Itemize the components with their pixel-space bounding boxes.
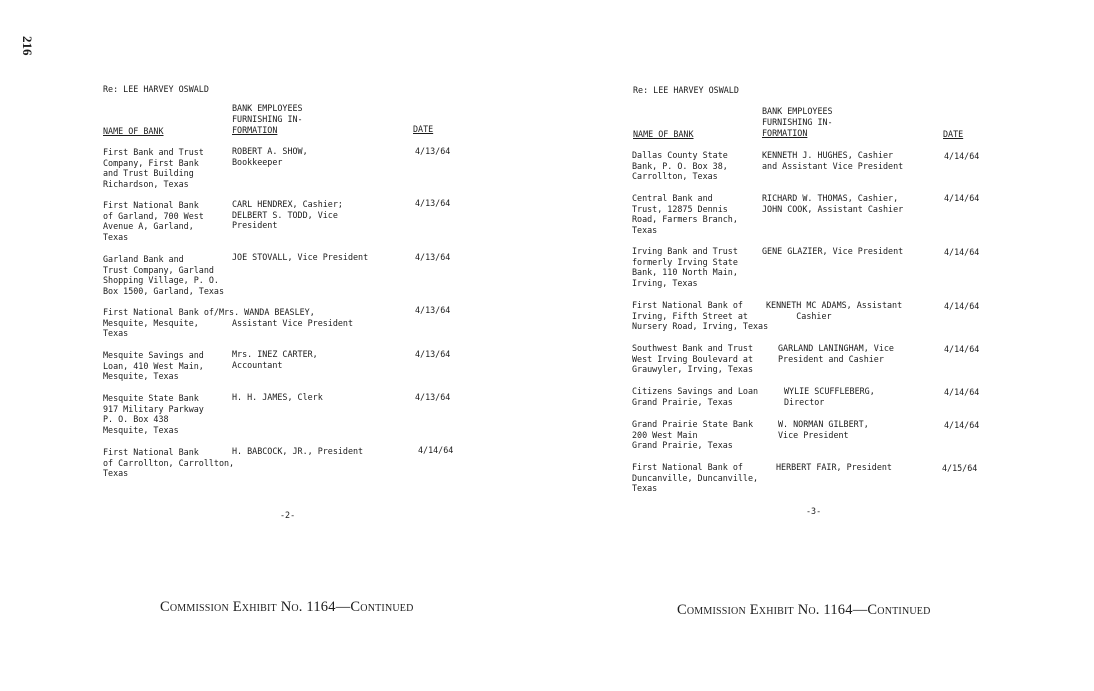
right-row-1-employee: KENNETH J. HUGHES, Cashier and Assistant Vice President — [762, 150, 904, 171]
left-row-6-date: 4/13/64 — [415, 392, 451, 402]
right-row-2-bank: Central Bank and Trust, 12875 Dennis Road, Farmers Branch, Texas — [632, 193, 738, 235]
right-header-employees-1: BANK EMPLOYEES — [762, 106, 833, 116]
right-row-2-employee: RICHARD W. THOMAS, Cashier, JOHN COOK, Assistant Cashier — [762, 193, 904, 214]
left-row-6-employee: H. H. JAMES, Clerk — [232, 392, 323, 402]
scan-page-number: 216 — [20, 36, 35, 56]
right-row-7-date: 4/14/64 — [944, 420, 980, 430]
right-row-8-employee: HERBERT FAIR, President — [776, 462, 892, 472]
right-row-2-date: 4/14/64 — [944, 193, 980, 203]
left-row-6-bank: Mesquite State Bank 917 Military Parkway P. O. Box 438 Mesquite, Texas — [103, 393, 204, 435]
right-re-line: Re: LEE HARVEY OSWALD — [633, 85, 739, 95]
left-row-2-bank: First National Bank of Garland, 700 West Avenue A, Garland, Texas — [103, 200, 204, 242]
right-row-5-employee: GARLAND LANINGHAM, Vice President and Cashier — [778, 343, 894, 364]
left-header-employees-2: FURNISHING IN- — [232, 114, 303, 124]
right-row-7-bank: Grand Prairie State Bank 200 West Main Grand Prairie, Texas — [632, 419, 754, 451]
left-row-3-date: 4/13/64 — [415, 252, 451, 262]
left-row-5-date: 4/13/64 — [415, 349, 451, 359]
left-header-bank: NAME OF BANK — [103, 126, 164, 136]
left-row-3-bank: Garland Bank and Trust Company, Garland Shopping Village, P. O. Box 1500, Garland, Texas — [103, 254, 225, 296]
right-row-1-date: 4/14/64 — [944, 151, 980, 161]
right-row-5-date: 4/14/64 — [944, 344, 980, 354]
right-header-bank: NAME OF BANK — [633, 129, 694, 139]
left-row-7-date: 4/14/64 — [418, 445, 454, 455]
left-header-date: DATE — [413, 124, 434, 134]
right-row-4-date: 4/14/64 — [944, 301, 980, 311]
left-row-3-employee: JOE STOVALL, Vice President — [232, 252, 369, 262]
left-row-4-employee: Assistant Vice President — [232, 317, 354, 328]
right-header-date: DATE — [943, 129, 964, 139]
left-row-4-bank: First National Bank of/Mrs. WANDA BEASLEY, Mesquite, Mesquite, Texas — [103, 307, 315, 339]
left-footer: Commission Exhibit No. 1164—Continued — [160, 599, 414, 615]
right-row-6-date: 4/14/64 — [944, 387, 980, 397]
left-page-number: -2- — [280, 510, 296, 520]
left-row-2-date: 4/13/64 — [415, 198, 451, 208]
left-row-1-bank: First Bank and Trust Company, First Bank and Trust Building Richardson, Texas — [103, 147, 204, 189]
left-row-2-employee: CARL HENDREX, Cashier; DELBERT S. TODD, Vice President — [232, 199, 343, 231]
left-row-4-date: 4/13/64 — [415, 305, 451, 315]
right-page-number: -3- — [806, 506, 822, 516]
right-header-employees-2: FURNISHING IN- — [762, 117, 833, 127]
right-row-3-date: 4/14/64 — [944, 247, 980, 257]
left-header-employees-3: FORMATION — [232, 125, 278, 135]
right-row-7-employee: W. NORMAN GILBERT, Vice President — [778, 419, 869, 440]
left-row-5-bank: Mesquite Savings and Loan, 410 West Main, Mesquite, Texas — [103, 350, 204, 382]
left-re-line: Re: LEE HARVEY OSWALD — [103, 84, 209, 94]
right-row-3-employee: GENE GLAZIER, Vice President — [762, 246, 904, 256]
right-row-1-bank: Dallas County State Bank, P. O. Box 38, Carrollton, Texas — [632, 150, 728, 182]
right-row-8-date: 4/15/64 — [942, 463, 978, 473]
right-row-3-bank: Irving Bank and Trust formerly Irving State Bank, 110 North Main, Irving, Texas — [632, 246, 738, 288]
left-header-employees-1: BANK EMPLOYEES — [232, 103, 303, 113]
right-row-5-bank: Southwest Bank and Trust West Irving Boulevard at Grauwyler, Irving, Texas — [632, 343, 754, 375]
right-row-6-employee: WYLIE SCUFFLEBERG, Director — [784, 386, 875, 407]
left-row-7-bank: First National Bank of Carrollton, Carrollton, Texas — [103, 447, 235, 479]
left-row-7-employee: H. BABCOCK, JR., President — [232, 446, 364, 456]
right-header-employees-3: FORMATION — [762, 128, 808, 138]
right-row-4-employee: KENNETH MC ADAMS, Assistant Cashier — [766, 300, 903, 321]
left-row-5-employee: Mrs. INEZ CARTER, Accountant — [232, 349, 318, 370]
right-row-8-bank: First National Bank of Duncanville, Duncanville, Texas — [632, 462, 759, 494]
right-footer: Commission Exhibit No. 1164—Continued — [677, 602, 931, 618]
right-row-4-bank: First National Bank of Irving, Fifth Street at Nursery Road, Irving, Texas — [632, 300, 769, 332]
left-row-1-employee: ROBERT A. SHOW, Bookkeeper — [232, 146, 308, 167]
left-row-1-date: 4/13/64 — [415, 146, 451, 156]
right-row-6-bank: Citizens Savings and Loan Grand Prairie, Texas — [632, 386, 759, 407]
